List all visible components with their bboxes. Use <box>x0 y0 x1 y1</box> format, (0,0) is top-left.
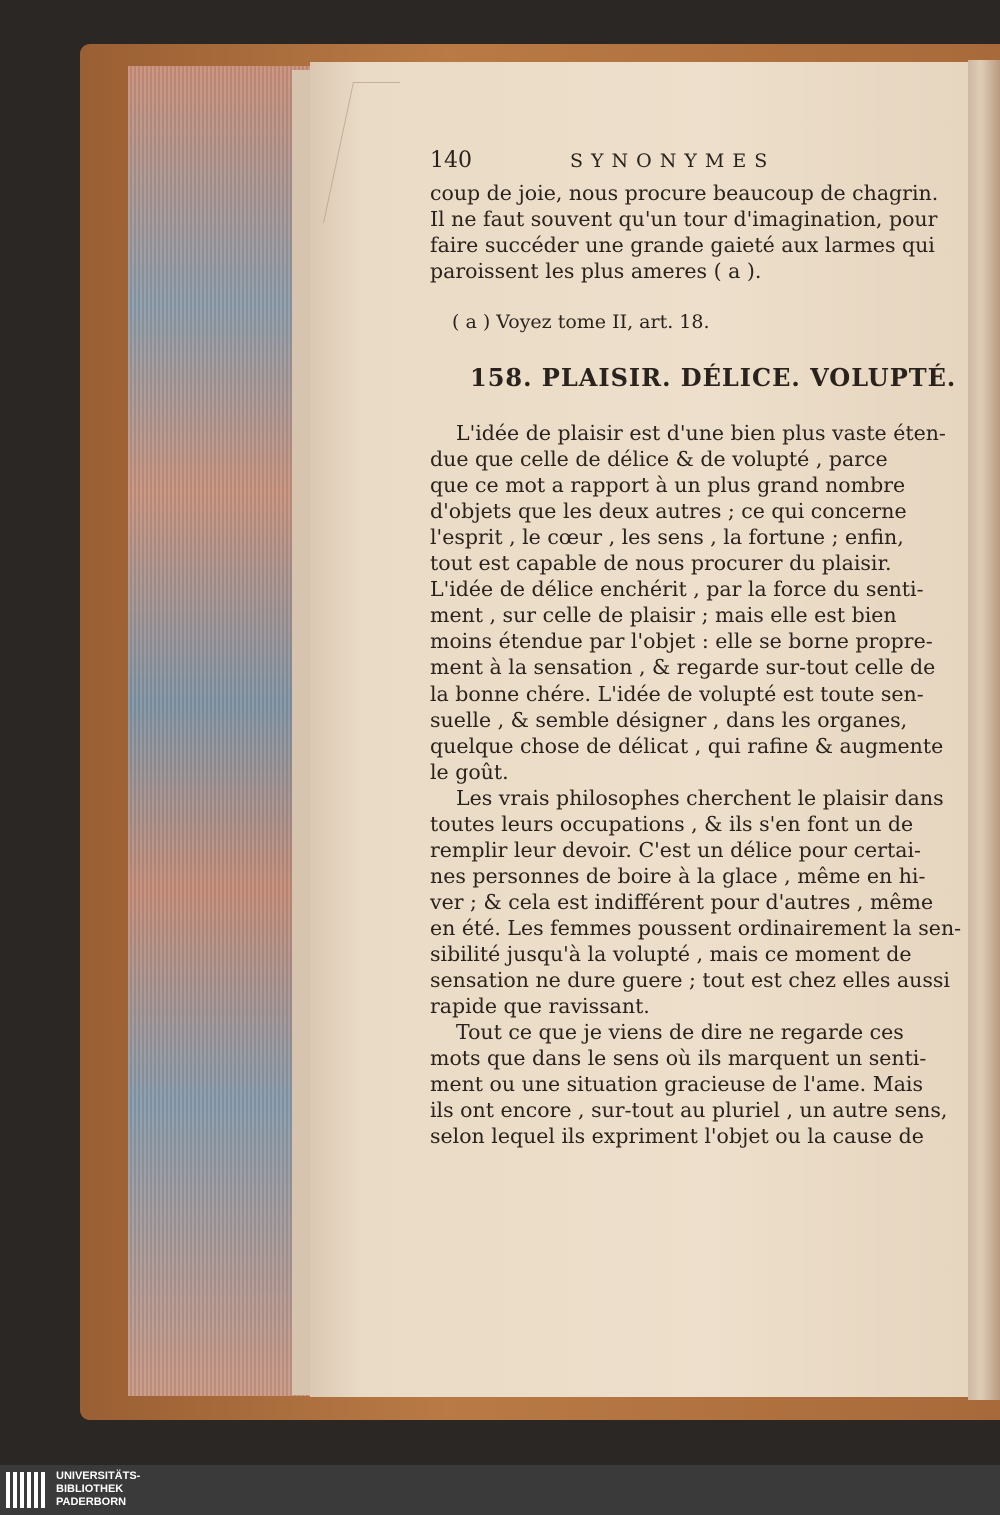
text-line: ils ont encore , sur-tout au pluriel , un autre sens, <box>430 1098 948 1123</box>
page-number: 140 <box>430 148 472 173</box>
running-title: SYNONYMES <box>570 150 776 172</box>
text-line: Il ne faut souvent qu'un tour d'imagination, pour <box>430 207 938 231</box>
library-name-line: PADERBORN <box>56 1496 127 1508</box>
text-line: que ce mot a rapport à un plus grand nombre <box>430 473 906 498</box>
library-name-line: UNIVERSITÄTS- <box>56 1470 141 1482</box>
library-footer <box>0 1465 1000 1515</box>
text-line: selon lequel ils expriment l'objet ou la cause de <box>430 1124 924 1149</box>
library-name-line: BIBLIOTHEK <box>56 1483 124 1495</box>
text-line: mots que dans le sens où ils marquent un senti- <box>430 1046 927 1071</box>
corner-fold-mark <box>323 82 400 223</box>
text-line: ment ou une situation gracieuse de l'ame. Mais <box>430 1072 924 1097</box>
library-logo-icon <box>6 1472 50 1508</box>
text-line: rapide que ravissant. <box>430 994 650 1019</box>
right-page-edge <box>968 60 1000 1400</box>
article-heading: 158. PLAISIR. DÉLICE. VOLUPTÉ. <box>470 363 957 392</box>
text-line: d'objets que les deux autres ; ce qui concerne <box>430 499 907 524</box>
footnote: ( a ) Voyez tome II, art. 18. <box>452 311 710 333</box>
page-edges-marbled <box>128 66 310 1396</box>
text-line: Les vrais philosophes cherchent le plaisir dans <box>456 785 944 810</box>
text-line: sensation ne dure guere ; tout est chez elles aussi <box>430 968 950 993</box>
text-line: le goût. <box>430 759 509 784</box>
text-line: faire succéder une grande gaieté aux larmes qui <box>430 233 935 257</box>
text-line: L'idée de plaisir est d'une bien plus vaste éten- <box>456 421 946 445</box>
text-line: Tout ce que je viens de dire ne regarde ces <box>456 1020 904 1045</box>
text-line: l'esprit , le cœur , les sens , la fortune ; enfin, <box>430 525 904 550</box>
page-header <box>430 148 830 178</box>
text-line: due que celle de délice & de volupté , parce <box>430 447 888 472</box>
text-line: paroissent les plus ameres ( a ). <box>430 259 762 283</box>
text-line: ver ; & cela est indifférent pour d'autres , même <box>430 889 934 914</box>
text-line: en été. Les femmes poussent ordinairement la sen- <box>430 915 962 940</box>
text-line: remplir leur devoir. C'est un délice pour certai- <box>430 837 921 862</box>
text-line: suelle , & semble désigner , dans les organes, <box>430 707 908 732</box>
text-line: sibilité jusqu'à la volupté , mais ce moment de <box>430 942 912 966</box>
text-line: ment , sur celle de plaisir ; mais elle est bien <box>430 603 897 628</box>
text-line: quelque chose de délicat , qui rafine & augmente <box>430 733 944 758</box>
text-line: la bonne chére. L'idée de volupté est toute sen- <box>430 681 924 706</box>
text-line: tout est capable de nous procurer du plaisir. <box>430 551 892 576</box>
library-name <box>56 1470 140 1509</box>
text-line: coup de joie, nous procure beaucoup de chagrin. <box>430 181 939 205</box>
text-line: toutes leurs occupations , & ils s'en font un de <box>430 811 914 836</box>
text-line: ment à la sensation , & regarde sur-tout celle de <box>430 655 936 680</box>
text-line: L'idée de délice enchérit , par la force du senti- <box>430 577 924 602</box>
text-line: moins étendue par l'objet : elle se borne propre- <box>430 629 933 654</box>
text-line: nes personnes de boire à la glace , même en hi- <box>430 863 926 888</box>
